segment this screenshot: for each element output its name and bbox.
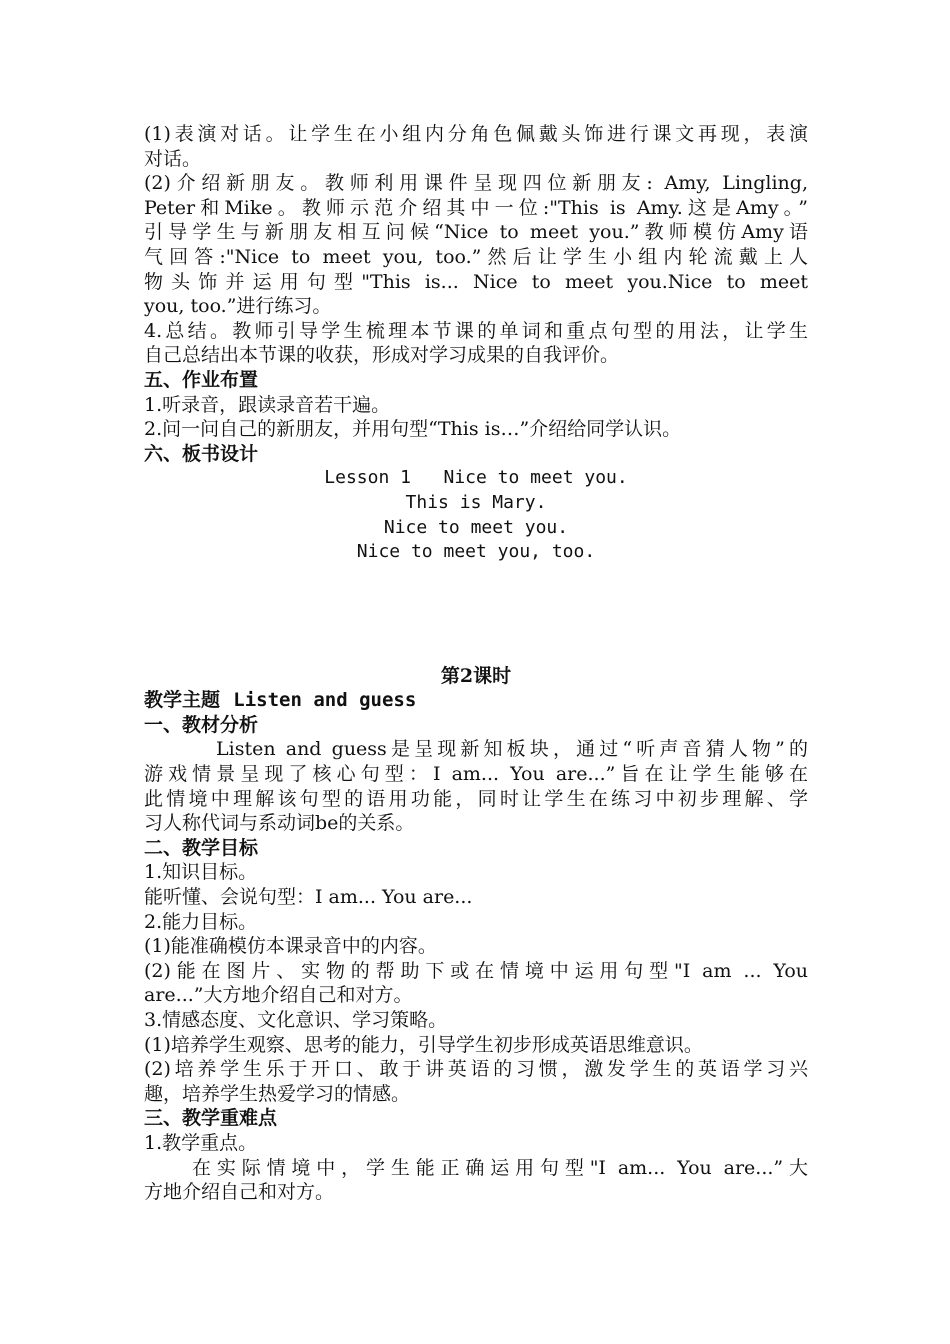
- text-line: 对话。: [144, 147, 202, 170]
- goal-item: 3.情感态度、文化意识、学习策略。: [144, 1009, 448, 1031]
- paragraph-role-play: [144, 122, 808, 171]
- homework-item: 2.问一问自己的新朋友，并用句型“This is…”介绍给同学认识。: [144, 418, 682, 441]
- board-design: [144, 466, 808, 564]
- text-line: Peter和Mike。教师示范介绍其中一位:"This is Amy.这是Amy。”: [144, 196, 808, 219]
- text-line: 游戏情景呈现了核心句型：I am... You are...”旨在让学生能够在: [144, 763, 808, 786]
- text-line: 此情境中理解该句型的语用功能，同时让学生在练习中初步理解、学: [144, 787, 808, 810]
- lesson-title: 第2课时: [440, 664, 512, 687]
- goal-item: 能听懂、会说句型：I am... You are...: [144, 886, 473, 909]
- goal-item: 2.能力目标。: [144, 910, 258, 933]
- text-line: 4.总结。教师引导学生梳理本节课的单词和重点句型的用法，让学生: [144, 319, 808, 342]
- document-page: [144, 122, 808, 1205]
- text-line: (1)表演对话。让学生在小组内分角色佩戴头饰进行课文再现，表演: [144, 123, 808, 145]
- section-heading-key-points: 三、教学重难点: [144, 1107, 278, 1130]
- section-heading-analysis: 一、教材分析: [144, 713, 259, 736]
- key-point-item: 1.教学重点。: [144, 1131, 258, 1154]
- text-line: 自己总结出本节课的收获，形成对学习成果的自我评价。: [144, 344, 620, 367]
- text-line: Listen and guess是呈现新知板块，通过“听声音猜人物”的: [216, 738, 808, 761]
- theme-value: Listen and guess: [233, 689, 417, 712]
- text-line: 方地介绍自己和对方。: [144, 1181, 335, 1204]
- section-heading-homework: 五、作业布置: [144, 368, 259, 391]
- board-line: This is Mary.: [405, 491, 547, 513]
- text-line: you, too.”进行练习。: [144, 295, 332, 318]
- text-line: (2)介绍新朋友。教师利用课件呈现四位新朋友: Amy, Lingling,: [144, 172, 808, 195]
- board-line: Nice to meet you, too.: [356, 541, 596, 563]
- goal-item: 1.知识目标。: [144, 861, 258, 884]
- spacer: [144, 565, 808, 664]
- paragraph-summary: [144, 319, 808, 368]
- goal-item: 趣，培养学生热爱学习的情感。: [144, 1082, 411, 1105]
- text-line: 气回答:"Nice to meet you, too.”然后让学生小组内轮流戴上人: [144, 245, 808, 268]
- theme-label: 教学主题: [144, 689, 221, 712]
- goal-item: (1)培养学生观察、思考的能力，引导学生初步形成英语思维意识。: [144, 1033, 703, 1056]
- goal-item: (2)能在图片、实物的帮助下或在情境中运用句型"I am ... You: [144, 959, 808, 982]
- text-line: 在实际情境中，学生能正确运用句型"I am... You are...”大: [192, 1156, 808, 1179]
- text-line: 物头饰并运用句型"This is... Nice to meet you.Nice to meet: [144, 270, 808, 293]
- homework-item: 1.听录音，跟读录音若干遍。: [144, 393, 391, 416]
- goal-item: are...”大方地介绍自己和对方。: [144, 984, 413, 1007]
- teaching-theme: [144, 688, 808, 713]
- paragraph-new-friends: [144, 171, 808, 319]
- board-line: Lesson 1 Nice to meet you.: [324, 467, 628, 489]
- text-line: 习人称代词与系动词be的关系。: [144, 812, 415, 835]
- board-line: Nice to meet you.: [383, 516, 569, 538]
- goal-item: (2)培养学生乐于开口、敢于讲英语的习惯，激发学生的英语学习兴: [144, 1058, 808, 1081]
- section-heading-board-design: 六、板书设计: [144, 442, 259, 465]
- section-heading-goals: 二、教学目标: [144, 836, 259, 859]
- paragraph-analysis: [144, 737, 808, 835]
- text-line: 引导学生与新朋友相互问候“Nice to meet you.”教师模仿Amy语: [144, 221, 808, 244]
- goal-item: (1)能准确模仿本课录音中的内容。: [144, 935, 437, 958]
